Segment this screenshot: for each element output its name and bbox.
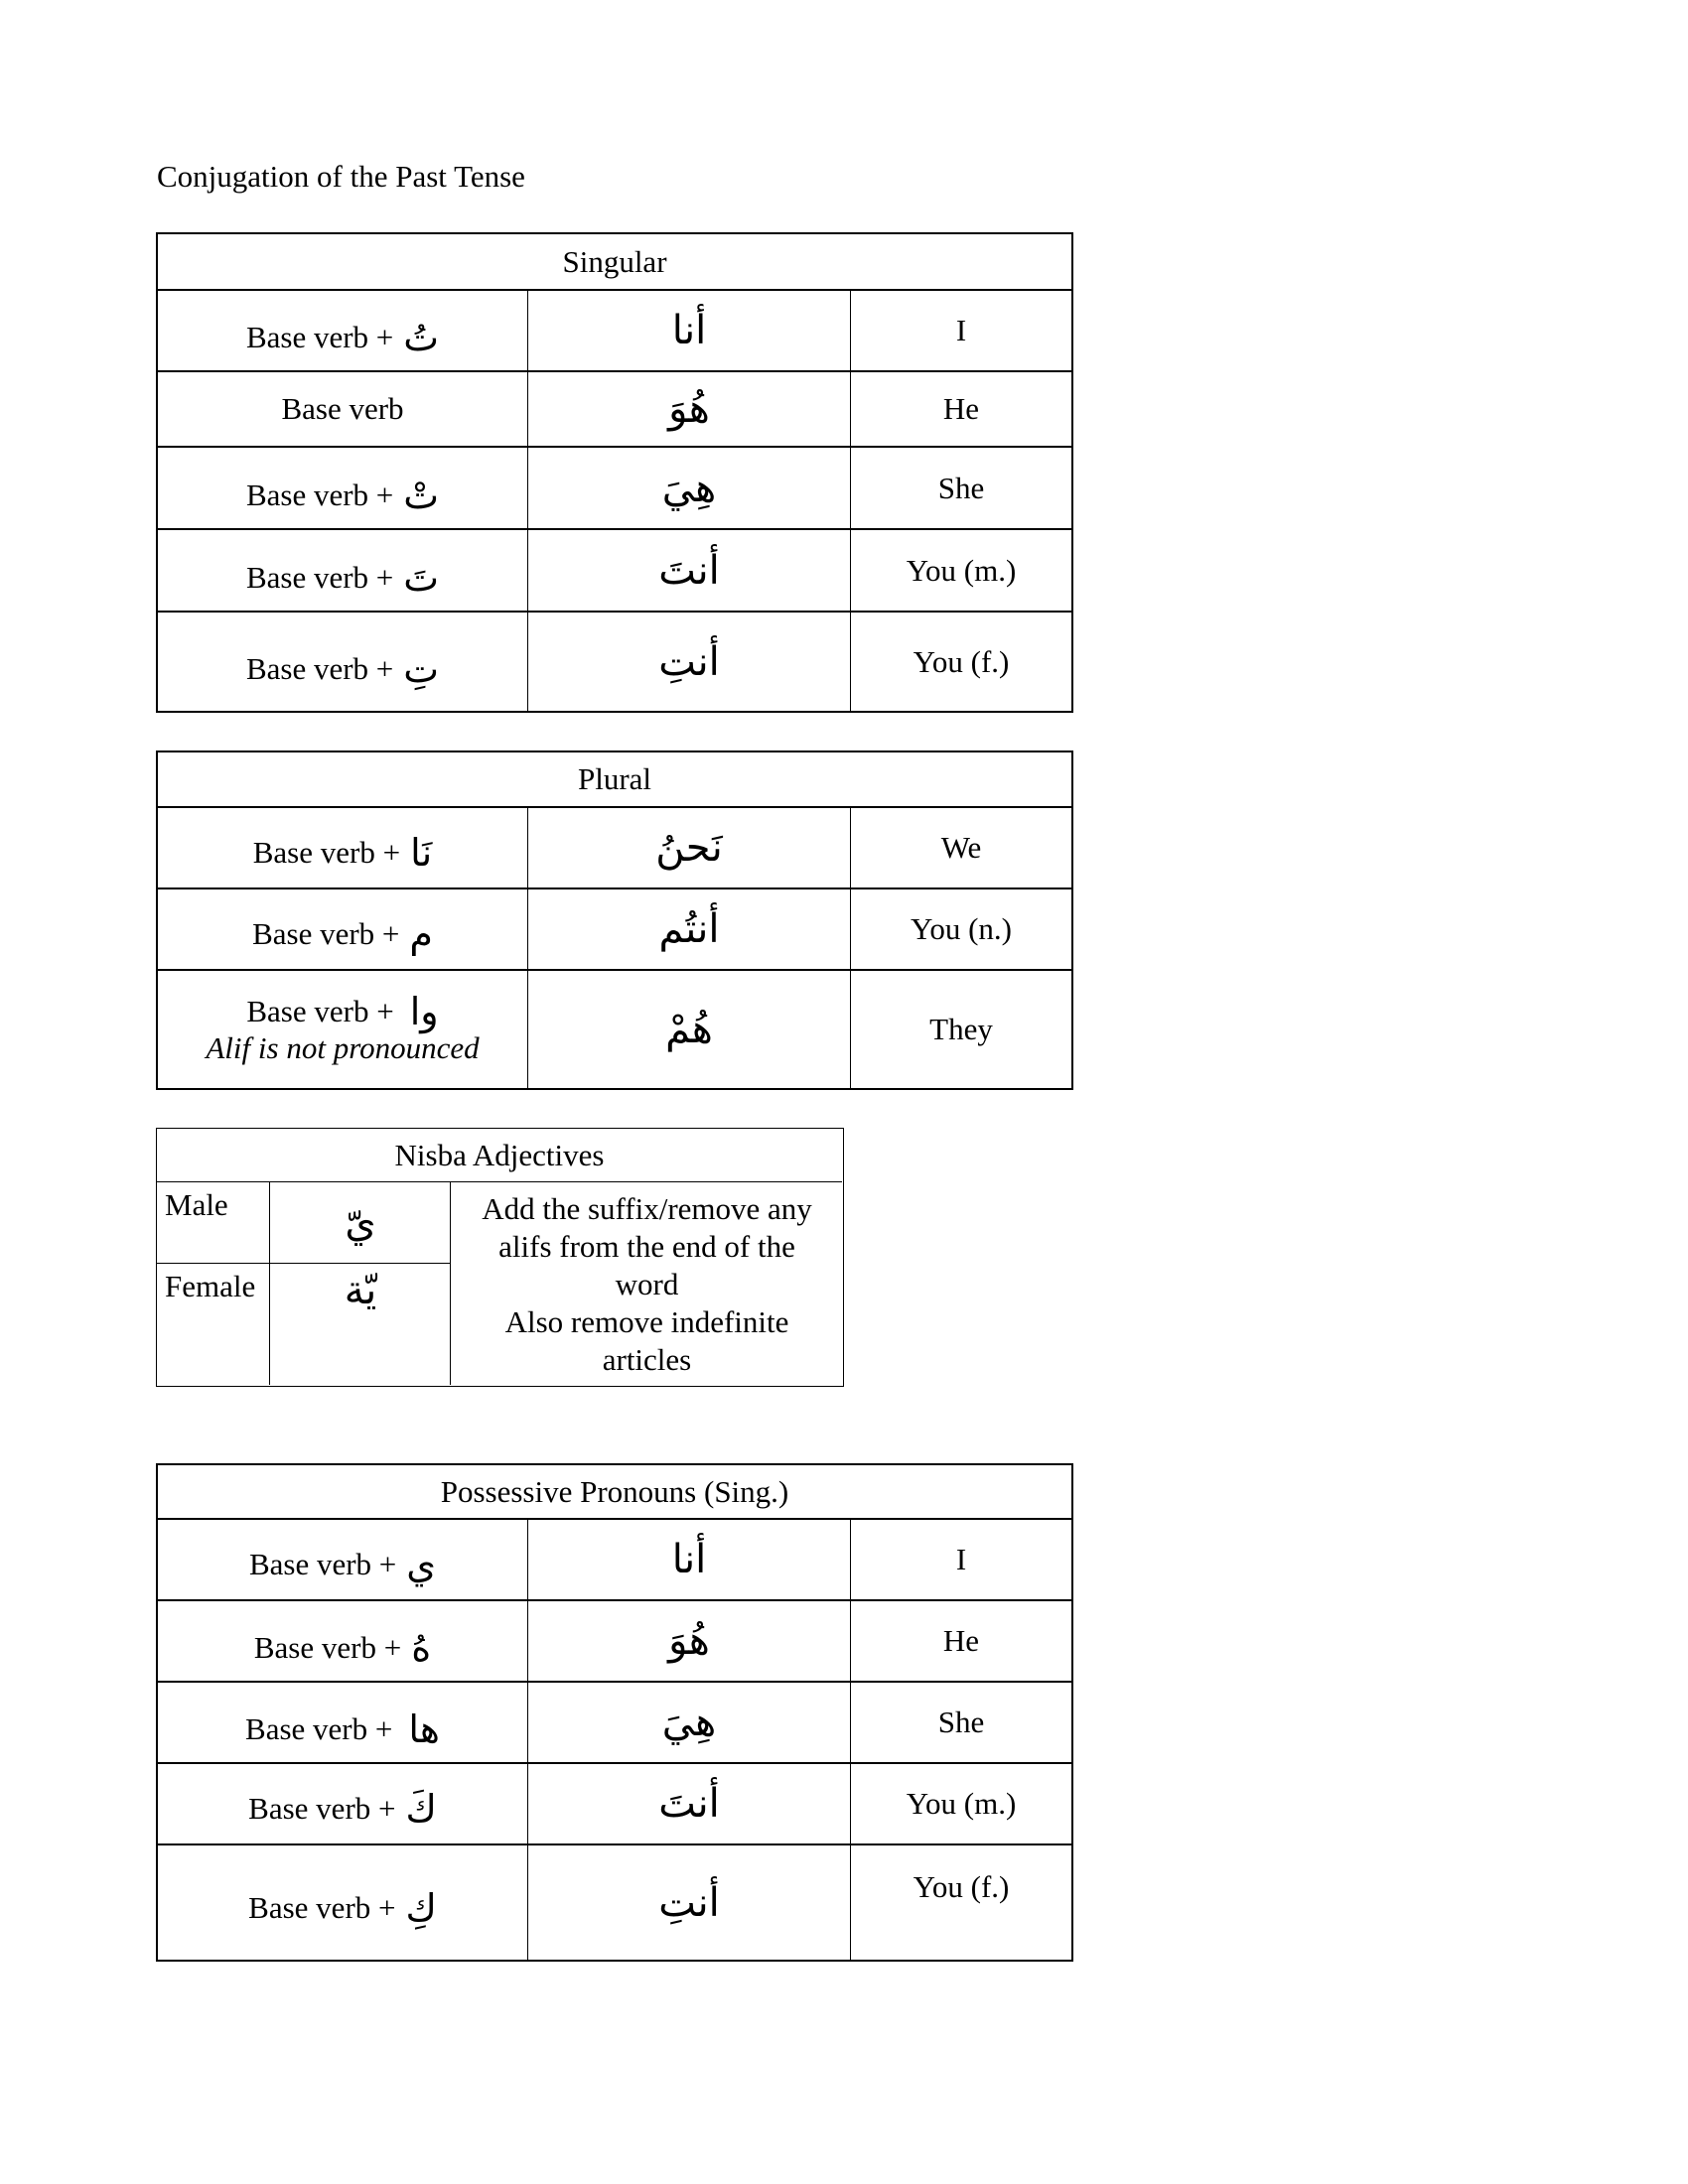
description-line: word [615,1266,679,1301]
pronoun-arabic: هُوَ [668,1618,710,1664]
formula-line [246,990,439,1033]
pronoun-english: You (f.) [913,643,1010,679]
pronoun-english: She [937,470,985,505]
pronoun-arabic: أنتَ [658,547,720,594]
formula-text: Base verb [281,391,404,426]
pronoun-ar-cell [528,291,850,370]
pronoun-ar-cell [528,889,850,969]
formula-cell [158,372,527,446]
nisba-description [452,1183,842,1385]
pronoun-arabic: أنا [671,1537,707,1582]
pronoun-ar-cell [528,1845,850,1960]
suffix-arabic: نَا [410,831,433,875]
pronoun-arabic: نَحنُ [655,825,723,871]
pronoun-arabic: أنتِ [658,1879,720,1926]
pronoun-english: You (n.) [911,911,1012,946]
pronoun-arabic: هِيَ [661,1700,717,1745]
pronoun-arabic: أنتُم [658,906,720,952]
pronoun-en-cell [851,1520,1071,1599]
singular-table [156,232,1073,713]
pronoun-arabic: أنا [671,308,707,353]
formula-cell [158,1601,527,1681]
possessive-header: Possessive Pronouns (Sing.) [440,1473,789,1509]
description-line: Also remove indefinite [504,1303,789,1339]
pronoun-en-cell [851,448,1071,528]
suffix-arabic: ها [408,1707,440,1751]
pronoun-english: He [942,1623,980,1658]
formula-text: Base verb + [248,1889,396,1925]
suffix-arabic: م [409,912,433,956]
possessive-table [156,1463,1073,1962]
pronoun-ar-cell [528,1683,850,1762]
suffix-arabic: كِ [405,1885,437,1930]
pronoun-ar-cell [528,1601,850,1681]
formula-text: Base verb + [245,650,394,686]
pronoun-en-cell [851,1601,1071,1681]
pronoun-english: She [937,1705,985,1739]
pronoun-english: We [940,830,982,865]
pronoun-ar-cell [528,530,850,611]
divider [450,1182,451,1385]
pronoun-english: They [929,1012,993,1046]
pronoun-arabic: هِيَ [661,465,717,511]
formula-cell [158,889,527,969]
suffix-arabic: تْ [403,473,440,517]
pronoun-en-cell [851,291,1071,370]
formula-text: Base verb + [245,477,394,512]
formula-note: Alif is not pronounced [206,1030,480,1065]
pronoun-en-cell [851,372,1071,446]
singular-header: Singular [562,243,667,279]
formula-text: Base verb + [253,1630,402,1665]
formula-text: Base verb + [252,916,400,951]
suffix-arabic: هُ [411,1626,432,1670]
suffix-arabic: يّ [345,1200,376,1246]
pronoun-en-cell [851,889,1071,969]
pronoun-en-cell [851,613,1071,711]
nisba-header: Nisba Adjectives [394,1137,605,1172]
formula-text: Base verb + [245,1711,393,1746]
page-title: Conjugation of the Past Tense [157,159,525,194]
suffix-arabic: وا [409,990,439,1033]
description-line: articles [602,1341,692,1377]
nisba-label-female: Female [165,1269,256,1303]
nisba-table [156,1128,844,1387]
formula-text: Base verb + [245,559,394,595]
divider [157,1263,451,1264]
pronoun-en-cell [851,1845,1071,1960]
formula-text: Base verb + [245,320,394,354]
pronoun-arabic: هُمْ [665,1007,713,1052]
nisba-suffix-male [271,1183,450,1263]
pronoun-ar-cell [528,613,850,711]
formula-cell [158,530,527,611]
formula-cell [158,448,527,528]
pronoun-arabic: أنتَ [658,1781,720,1827]
pronoun-ar-cell [528,448,850,528]
pronoun-en-cell [851,808,1071,887]
pronoun-english: You (m.) [906,552,1017,588]
pronoun-arabic: أنتِ [658,638,720,685]
pronoun-en-cell [851,971,1071,1088]
suffix-arabic: تَ [403,555,440,600]
pronoun-english: You (m.) [906,1786,1017,1821]
formula-cell [158,613,527,711]
plural-header: Plural [577,761,652,796]
suffix-arabic: ي [406,1543,437,1586]
description-line: Add the suffix/remove any [482,1190,812,1226]
pronoun-english: He [942,391,980,426]
formula-cell [158,808,527,887]
formula-cell [158,291,527,370]
formula-text: Base verb + [248,1791,396,1826]
pronoun-en-cell [851,530,1071,611]
formula-text: Base verb + [252,835,401,870]
pronoun-ar-cell [528,808,850,887]
formula-text: Base verb + [248,1547,397,1581]
formula-text: Base verb + [246,994,394,1028]
divider [269,1182,270,1385]
formula-cell [158,1845,527,1960]
description-line: alifs from the end of the [498,1228,795,1264]
pronoun-ar-cell [528,971,850,1088]
pronoun-ar-cell [528,372,850,446]
suffix-arabic: كَ [405,1787,437,1831]
nisba-suffix-female [271,1265,450,1385]
formula-cell [158,1764,527,1843]
formula-cell [158,1683,527,1762]
suffix-arabic: تُ [403,316,440,359]
plural-table [156,751,1073,1090]
pronoun-english: I [955,313,967,347]
formula-cell [158,1520,527,1599]
divider [157,1181,842,1182]
pronoun-english: I [955,1542,967,1576]
pronoun-en-cell [851,1764,1071,1843]
formula-cell [158,971,527,1088]
suffix-arabic: يّة [344,1268,377,1313]
pronoun-ar-cell [528,1520,850,1599]
pronoun-english: You (f.) [913,1869,1010,1904]
nisba-label-male: Male [165,1187,228,1222]
suffix-arabic: تِ [403,646,440,691]
pronoun-ar-cell [528,1764,850,1843]
pronoun-arabic: هُوَ [668,386,710,432]
pronoun-en-cell [851,1683,1071,1762]
